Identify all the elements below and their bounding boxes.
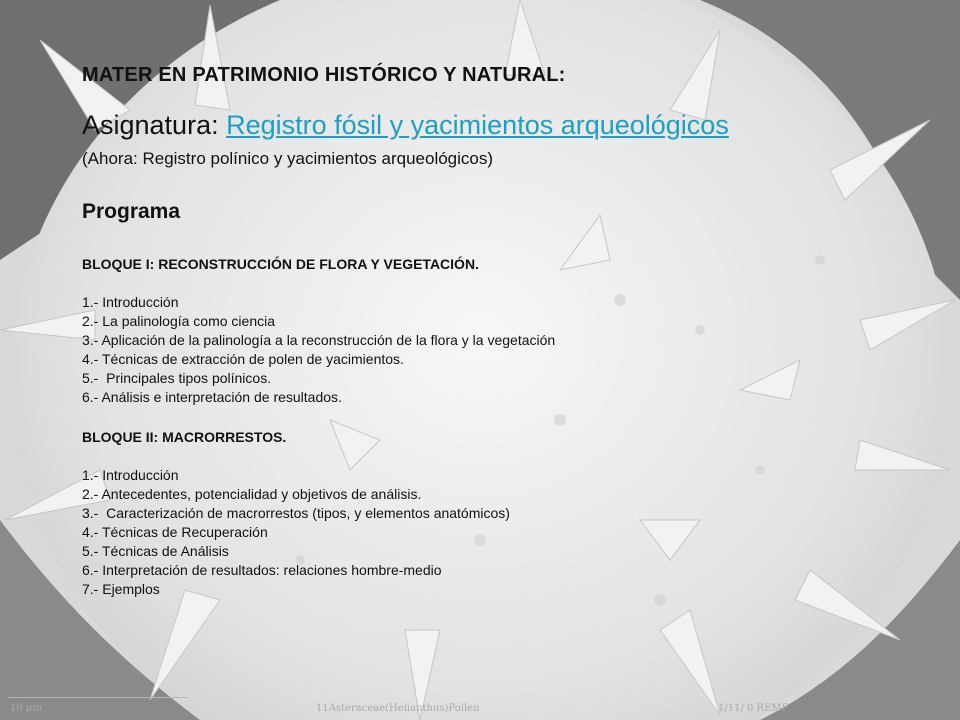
block-1-list [82, 293, 555, 407]
block-2-title: BLOQUE II: MACRORRESTOS. [82, 429, 287, 445]
scale-bar [8, 697, 188, 698]
image-meta: 1/11/ 0 REMF [718, 703, 789, 714]
list-item: 2.- Antecedentes, potencialidad y objetivos de análisis. [82, 486, 422, 502]
list-item: 3.- Aplicación de la palinología a la reconstrucción de la flora y la vegetación [82, 332, 556, 348]
list-item: 3.- Caracterización de macrorrestos (tipos, y elementos anatómicos) [82, 505, 510, 521]
subject-line [82, 110, 729, 141]
block-2-list [82, 466, 510, 599]
list-item: 2.- La palinología como ciencia [82, 313, 276, 329]
program-heading: Programa [82, 200, 181, 223]
list-item: 5.- Principales tipos polínicos. [82, 370, 272, 386]
slide-title: MATER EN PATRIMONIO HISTÓRICO Y NATURAL: [82, 64, 566, 86]
block-2 [82, 428, 510, 599]
block-1-title: BLOQUE I: RECONSTRUCCIÓN DE FLORA Y VEGETACIÓN. [82, 256, 479, 272]
list-item: 6.- Interpretación de resultados: relaciones hombre-medio [82, 562, 442, 578]
subject-prefix: Asignatura: [82, 110, 227, 140]
list-item: 4.- Técnicas de Recuperación [82, 524, 268, 540]
list-item: 7.- Ejemplos [82, 581, 160, 597]
subject-current-name: (Ahora: Registro polínico y yacimientos arqueológicos) [82, 149, 494, 168]
subject-link[interactable]: Registro fósil y yacimientos arqueológicos [226, 110, 729, 140]
list-item: 6.- Análisis e interpretación de resultados. [82, 389, 342, 405]
list-item: 4.- Técnicas de extracción de polen de yacimientos. [82, 351, 404, 367]
image-label: 11Asteraceae(Helianthus)Pollen [316, 703, 480, 714]
micrograph-footer [0, 697, 960, 720]
list-item: 1.- Introducción [82, 467, 179, 483]
scale-label: 10 μm [10, 703, 42, 714]
list-item: 5.- Técnicas de Análisis [82, 543, 229, 559]
list-item: 1.- Introducción [82, 294, 179, 310]
block-1 [82, 255, 555, 407]
